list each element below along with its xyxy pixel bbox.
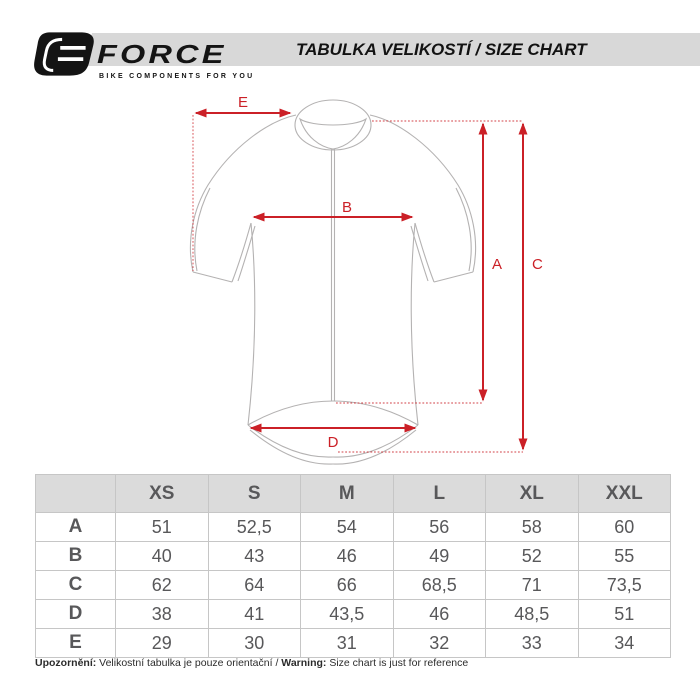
- measure-row-label: C: [36, 571, 116, 600]
- size-value-cell: 41: [208, 600, 301, 629]
- size-value-cell: 60: [578, 513, 671, 542]
- table-row: [36, 600, 671, 629]
- size-value-cell: 51: [578, 600, 671, 629]
- size-value-cell: 73,5: [578, 571, 671, 600]
- size-value-cell: 34: [578, 629, 671, 658]
- size-value-cell: 71: [486, 571, 579, 600]
- size-value-cell: 29: [116, 629, 209, 658]
- size-column-header: M: [301, 475, 394, 513]
- size-value-cell: 46: [301, 542, 394, 571]
- size-value-cell: 62: [116, 571, 209, 600]
- size-value-cell: 48,5: [486, 600, 579, 629]
- measure-row-label: B: [36, 542, 116, 571]
- size-value-cell: 43: [208, 542, 301, 571]
- measure-guide-lines: [193, 115, 523, 452]
- size-value-cell: 52,5: [208, 513, 301, 542]
- table-corner-cell: [36, 475, 116, 513]
- size-table-header: [36, 475, 671, 513]
- force-logo-icon: [33, 30, 95, 78]
- jersey-outline: [190, 100, 475, 464]
- measure-row-label: D: [36, 600, 116, 629]
- table-row: [36, 513, 671, 542]
- size-value-cell: 30: [208, 629, 301, 658]
- size-value-cell: 32: [393, 629, 486, 658]
- measure-label-c: C: [532, 256, 543, 273]
- measure-label-d: D: [327, 434, 339, 451]
- size-value-cell: 31: [301, 629, 394, 658]
- size-column-header: XS: [116, 475, 209, 513]
- footnote: [35, 657, 468, 669]
- force-logo-wordmark: FORCE: [97, 41, 227, 70]
- footnote-text-cs: Velikostní tabulka je pouze orientační /: [96, 657, 282, 669]
- force-logo: [33, 30, 263, 82]
- table-row: [36, 542, 671, 571]
- size-table: [35, 474, 671, 658]
- size-value-cell: 68,5: [393, 571, 486, 600]
- measure-label-b: B: [341, 199, 353, 216]
- size-value-cell: 54: [301, 513, 394, 542]
- size-value-cell: 52: [486, 542, 579, 571]
- size-column-header: S: [208, 475, 301, 513]
- size-value-cell: 55: [578, 542, 671, 571]
- size-column-header: L: [393, 475, 486, 513]
- size-value-cell: 58: [486, 513, 579, 542]
- size-column-header: XXL: [578, 475, 671, 513]
- footnote-text-en: Size chart is just for reference: [326, 657, 469, 669]
- page-title: TABULKA VELIKOSTÍ / SIZE CHART: [296, 40, 587, 59]
- size-table-section: [35, 474, 671, 658]
- size-value-cell: 46: [393, 600, 486, 629]
- measure-label-a: A: [492, 256, 503, 273]
- measure-row-label: A: [36, 513, 116, 542]
- footnote-label-en: Warning:: [281, 657, 327, 669]
- size-value-cell: 33: [486, 629, 579, 658]
- footnote-label-cs: Upozornění:: [35, 657, 97, 669]
- table-row: [36, 571, 671, 600]
- size-value-cell: 38: [116, 600, 209, 629]
- force-logo-tagline: BIKE COMPONENTS FOR YOU: [99, 73, 255, 80]
- size-value-cell: 56: [393, 513, 486, 542]
- size-value-cell: 43,5: [301, 600, 394, 629]
- size-value-cell: 66: [301, 571, 394, 600]
- jersey-measurement-diagram: [0, 85, 700, 470]
- size-value-cell: 40: [116, 542, 209, 571]
- table-row: [36, 629, 671, 658]
- measure-row-label: E: [36, 629, 116, 658]
- measure-label-e: E: [237, 94, 249, 111]
- size-value-cell: 49: [393, 542, 486, 571]
- size-value-cell: 51: [116, 513, 209, 542]
- size-value-cell: 64: [208, 571, 301, 600]
- size-column-header: XL: [486, 475, 579, 513]
